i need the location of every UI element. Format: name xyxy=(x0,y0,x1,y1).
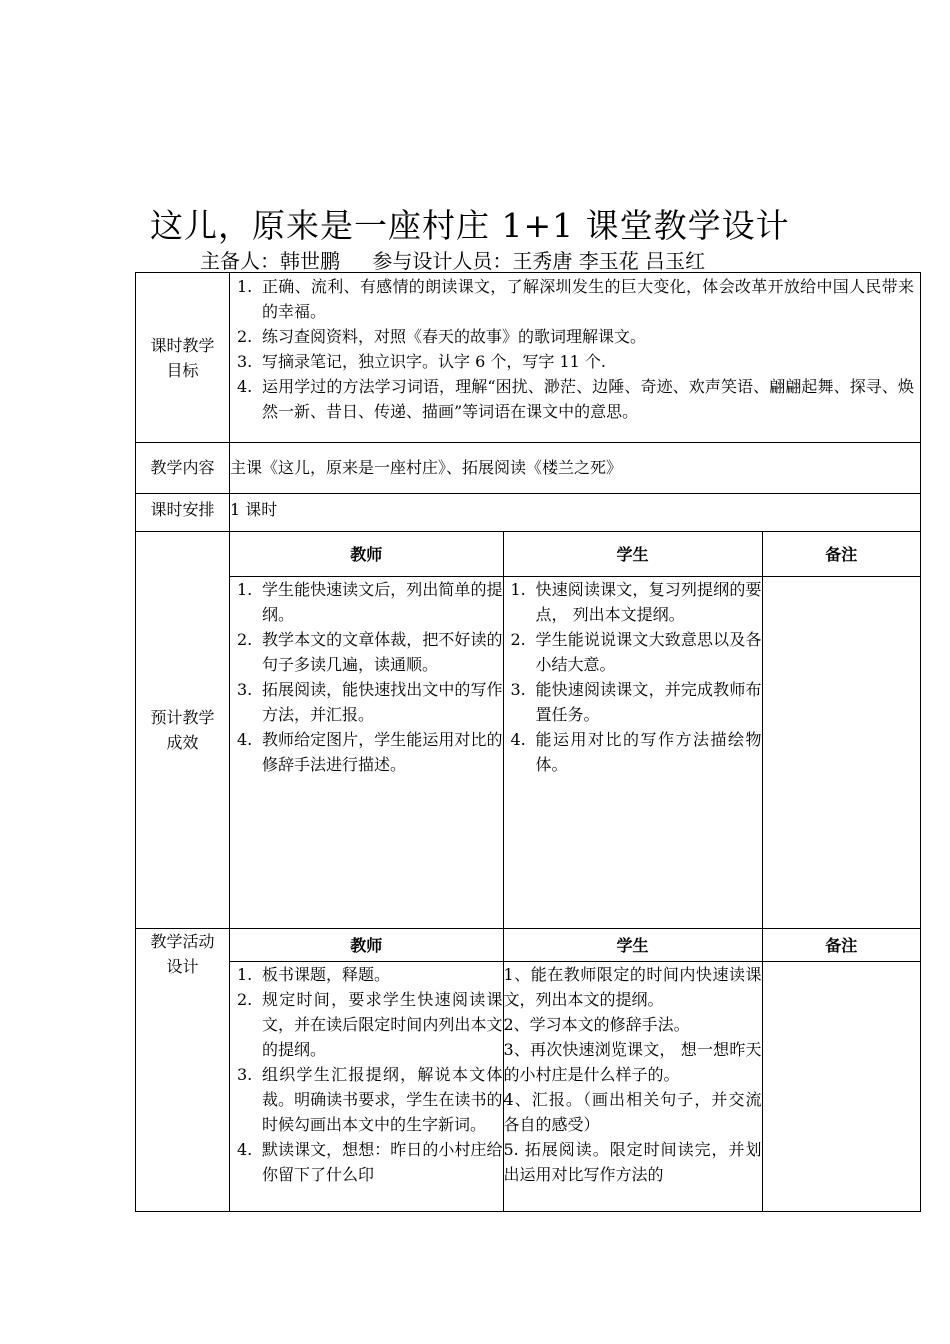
outcomes-note-cell xyxy=(762,577,920,929)
outcomes-note-header: 备注 xyxy=(762,532,920,577)
list-text: 拓展阅读，能快速找出文中的写作方法，并汇报。 xyxy=(262,680,503,724)
activities-note-header: 备注 xyxy=(762,929,920,962)
list-text: 练习查阅资料，对照《春天的故事》的歌词理解课文。 xyxy=(262,327,647,346)
list-number: 2. xyxy=(237,327,253,346)
outcomes-student-header: 学生 xyxy=(503,532,762,577)
list-number: 1. xyxy=(510,580,526,599)
objectives-cell xyxy=(230,273,921,443)
main-preparer: 主备人：韩世鹏 xyxy=(200,249,340,273)
list-text: 快速阅读课文，复习列提纲的要点， 列出本文提纲。 xyxy=(535,580,762,624)
list-number: 1. xyxy=(237,580,253,599)
outcomes-teacher-header: 教师 xyxy=(230,532,503,577)
objectives-row xyxy=(136,273,921,443)
student-activity-line: 2、学习本文的修辞手法。 xyxy=(503,1015,690,1034)
outcomes-student-cell xyxy=(503,577,762,929)
authors-line xyxy=(200,245,731,274)
list-number: 2. xyxy=(237,990,253,1009)
list-item xyxy=(230,274,914,324)
list-text: 组织学生汇报提纲，解说本文体裁。明确读书要求，学生在读书的时候勾画出本文中的生字新词。 xyxy=(262,1065,503,1134)
list-number: 3. xyxy=(237,680,253,699)
list-item xyxy=(230,677,503,727)
list-item xyxy=(230,577,503,627)
student-activity-line: 5. 拓展阅读。限定时间读完，并划出运用对比写作方法的 xyxy=(503,1140,762,1184)
outcomes-student-list xyxy=(504,577,762,777)
list-item xyxy=(504,577,762,627)
list-item xyxy=(230,727,503,777)
list-text: 能运用对比的写作方法描绘物体。 xyxy=(535,730,762,774)
page-title: 这儿，原来是一座村庄 1+1 课堂教学设计 xyxy=(150,206,790,245)
student-activity-line: 3、再次快速浏览课文， 想一想昨天的小村庄是什么样子的。 xyxy=(503,1040,762,1084)
activities-teacher-header: 教师 xyxy=(230,929,503,962)
list-text: 学生能快速读文后，列出简单的提纲。 xyxy=(262,580,503,624)
list-text: 能快速阅读课文，并完成教师布置任务。 xyxy=(535,680,762,724)
schedule-label: 课时安排 xyxy=(136,494,230,532)
outcomes-row xyxy=(136,532,921,929)
list-text: 学生能说说课文大致意思以及各小结大意。 xyxy=(535,630,762,674)
list-number: 4. xyxy=(510,730,526,749)
content-text: 主课《这儿，原来是一座村庄》、拓展阅读《楼兰之死》 xyxy=(230,443,921,494)
activities-table xyxy=(230,929,920,1211)
participants: 参与设计人员：王秀唐 李玉花 吕玉红 xyxy=(372,249,706,273)
list-item xyxy=(504,727,762,777)
list-text: 写摘录笔记，独立识字。认字 6 个，写字 11 个. xyxy=(262,352,606,371)
list-item xyxy=(230,1137,503,1187)
list-item xyxy=(230,349,914,374)
content-label: 教学内容 xyxy=(136,443,230,494)
list-text: 正确、流利、有感情的朗读课文，了解深圳发生的巨大变化，体会改革开放给中国人民带来的幸福。 xyxy=(262,277,914,321)
outcomes-teacher-list xyxy=(230,577,503,777)
list-item xyxy=(230,374,914,424)
list-item xyxy=(230,324,914,349)
list-text: 教师给定图片，学生能运用对比的修辞手法进行描述。 xyxy=(262,730,503,774)
outcomes-teacher-cell xyxy=(230,577,503,929)
list-text: 教学本文的文章体裁，把不好读的句子多读几遍，读通顺。 xyxy=(262,630,503,674)
activities-teacher-list xyxy=(230,962,503,1187)
content-row xyxy=(136,443,921,494)
outcomes-cell xyxy=(230,532,921,929)
activities-teacher-cell xyxy=(230,962,503,1212)
objectives-list xyxy=(230,273,920,424)
activities-student-header: 学生 xyxy=(503,929,762,962)
list-item xyxy=(230,627,503,677)
list-number: 1. xyxy=(237,277,253,296)
outcomes-label: 预计教学成效 xyxy=(136,532,230,929)
outcomes-table xyxy=(230,532,920,928)
objectives-label: 课时教学目标 xyxy=(136,273,230,443)
activities-row xyxy=(136,929,921,1212)
activities-label: 教学活动设计 xyxy=(136,929,230,1212)
lesson-plan-table xyxy=(135,272,921,1212)
activities-cell xyxy=(230,929,921,1212)
list-number: 1. xyxy=(237,965,253,984)
student-activity-line: 4、汇报。（画出相关句子，并交流各自的感受） xyxy=(503,1090,762,1134)
list-item xyxy=(504,677,762,727)
list-text: 默读课文，想想：昨日的小村庄给你留下了什么印 xyxy=(262,1140,503,1184)
list-text: 规定时间，要求学生快速阅读课文，并在读后限定时间内列出本文的提纲。 xyxy=(262,990,503,1059)
list-number: 2. xyxy=(237,630,253,649)
list-item xyxy=(230,987,503,1062)
list-number: 4. xyxy=(237,1140,253,1159)
activities-student-cell xyxy=(503,962,762,1212)
list-number: 4. xyxy=(237,377,253,396)
list-item xyxy=(230,1062,503,1137)
student-activity-line: 1、能在教师限定的时间内快速读课文，列出本文的提纲。 xyxy=(503,965,762,1009)
list-number: 3. xyxy=(237,352,253,371)
list-number: 2. xyxy=(510,630,526,649)
schedule-text: 1 课时 xyxy=(230,494,921,532)
list-item xyxy=(230,962,503,987)
activities-note-cell xyxy=(762,962,920,1212)
list-number: 3. xyxy=(237,1065,253,1084)
list-text: 运用学过的方法学习词语，理解“困扰、渺茫、边陲、奇迹、欢声笑语、翩翩起舞、探寻、焕然一新、昔日、传递、描画”等词语在课文中的意思。 xyxy=(262,377,914,421)
list-number: 4. xyxy=(237,730,253,749)
list-item xyxy=(504,627,762,677)
schedule-row xyxy=(136,494,921,532)
list-text: 板书课题，释题。 xyxy=(262,965,391,984)
list-number: 3. xyxy=(510,680,526,699)
